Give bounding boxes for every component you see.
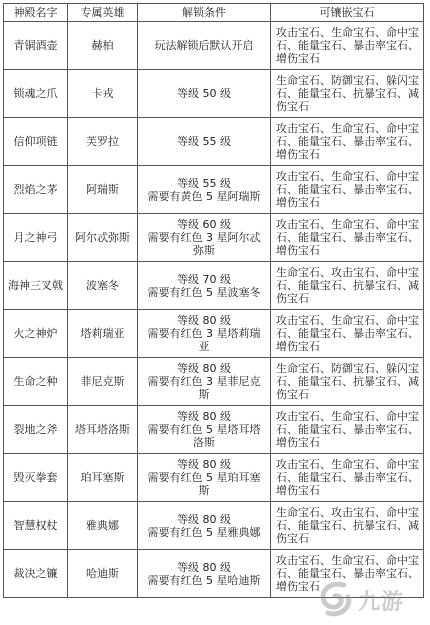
gem-line: 增伤宝石 [276,484,320,497]
condition-line: 斯 [198,484,210,497]
condition-line: 等级 80 级 [177,512,231,526]
header-hero: 专属英雄 [68,4,138,22]
hero-cell: 雅典娜 [68,502,138,550]
unlock-condition-cell [138,310,271,358]
condition-line: 需要有红色 3 星塔莉瑞 [147,327,261,340]
condition-line: 等级 80 级 [177,410,231,423]
temple-name-cell: 烈焰之茅 [4,166,68,214]
gems-cell [271,22,424,70]
gem-line: 石、能量宝石、抗暴宝石、减 [276,375,419,388]
gem-line: 增伤宝石 [276,580,320,593]
table-row [4,214,424,262]
gem-line: 增伤宝石 [276,148,320,161]
table-row [4,118,424,166]
gem-line: 石、能量宝石、暴击率宝石、 [276,327,419,340]
temple-name-cell: 青铜酒壶 [4,22,68,70]
condition-line: 洛斯 [193,436,215,449]
hero-cell: 芙罗拉 [68,118,138,166]
condition-line: 需要有红色 3 星菲尼克 [147,375,261,388]
unlock-condition-cell [138,358,271,406]
condition-line: 等级 70 级 [177,272,231,286]
gems-cell [271,70,424,118]
table-row [4,262,424,310]
gem-line: 攻击宝石、生命宝石、命中宝 [276,554,419,567]
table-row [4,406,424,454]
watermark-text: 九游 [358,590,405,615]
gem-line: 伤宝石 [276,532,309,545]
unlock-condition-cell [138,166,271,214]
hero-cell: 赫柏 [68,22,138,70]
table-row [4,502,424,550]
unlock-condition-cell [138,454,271,502]
gem-line: 伤宝石 [276,292,309,305]
watermark-logo [314,577,424,621]
temple-name-cell: 火之神炉 [4,310,68,358]
hero-cell: 卡戎 [68,70,138,118]
gem-line: 攻击宝石、生命宝石、命中宝 [276,170,419,183]
unlock-condition-cell [138,22,271,70]
condition-line: 需要有红色 5 星珀耳塞 [147,471,261,484]
gem-line: 石、能量宝石、暴击率宝石、 [276,231,419,244]
temple-name-cell: 毁灭拳套 [4,454,68,502]
temple-name-cell: 裁决之镰 [4,550,68,598]
hero-cell: 阿尔忒弥斯 [68,214,138,262]
condition-line: 等级 55 级 [177,176,231,190]
condition-line: 斯 [198,388,210,401]
gem-line: 石、能量宝石、暴击率宝石、 [276,183,419,196]
condition-line: 等级 80 级 [177,560,231,574]
unlock-condition-cell [138,550,271,598]
temple-name-cell: 海神三叉戟 [4,262,68,310]
gem-line: 攻击宝石、生命宝石、命中宝 [276,410,419,423]
condition-line: 需要有红色 5 星哈迪斯 [147,573,261,587]
table-row [4,166,424,214]
temple-name-cell: 信仰项链 [4,118,68,166]
gem-line: 攻击宝石、生命宝石、命中宝 [276,458,419,471]
hero-cell: 塔耳塔洛斯 [68,406,138,454]
temple-name-cell: 生命之种 [4,358,68,406]
hero-cell: 菲尼克斯 [68,358,138,406]
condition-line: 等级 80 级 [177,458,231,471]
gems-cell [271,358,424,406]
condition-line: 等级 80 级 [177,362,231,375]
condition-line: 亚 [198,340,210,353]
gems-cell [271,262,424,310]
table-row [4,70,424,118]
condition-line: 需要有红色 5 星塔耳塔 [147,423,261,436]
condition-line: 需要有红色 5 星雅典娜 [147,525,261,539]
table-row [4,454,424,502]
table-row [4,310,424,358]
unlock-condition-cell [138,406,271,454]
temple-name-cell: 裂地之斧 [4,406,68,454]
condition-line: 等级 80 级 [177,314,231,327]
condition-line: 等级 50 级 [177,87,231,100]
gem-line: 攻击宝石、生命宝石、命中宝 [276,122,419,135]
condition-line: 需要有黄色 5 星阿瑞斯 [147,189,261,203]
table-row [4,22,424,70]
watermark-swirl-icon [314,577,358,621]
gem-line: 石、能量宝石、暴击率宝石、 [276,567,419,580]
condition-line: 需要有红色 5 星波塞冬 [147,285,261,299]
gems-cell [271,310,424,358]
gem-line: 增伤宝石 [276,340,320,353]
hero-cell: 波塞冬 [68,262,138,310]
gem-line: 石、能量宝石、抗暴宝石、减 [276,279,419,292]
gem-line: 生命宝石、攻击宝石、命中宝 [276,506,419,519]
hero-cell: 塔莉瑞亚 [68,310,138,358]
header-gems: 可镶嵌宝石 [271,4,424,22]
header-temple-name: 神殿名字 [4,4,68,22]
condition-line: 需要有红色 3 星阿尔忒 [147,231,261,244]
hero-cell: 珀耳塞斯 [68,454,138,502]
condition-line: 弥斯 [193,244,215,257]
unlock-condition-cell [138,502,271,550]
gem-line: 生命宝石、攻击宝石、命中宝 [276,266,419,279]
header-unlock-condition: 解锁条件 [138,4,271,22]
gems-cell [271,214,424,262]
gem-line: 攻击宝石、生命宝石、命中宝 [276,314,419,327]
header-row [4,4,424,22]
gems-cell [271,454,424,502]
gem-line: 石、能量宝石、抗暴宝石、减 [276,519,419,532]
gems-cell [271,502,424,550]
gem-line: 增伤宝石 [276,436,320,449]
condition-line: 玩法解锁后默认开启 [154,39,254,52]
hero-cell: 哈迪斯 [68,550,138,598]
unlock-condition-cell [138,214,271,262]
gem-line: 攻击宝石、生命宝石、命中宝 [276,26,419,39]
temple-name-cell: 月之神弓 [4,214,68,262]
gem-line: 石、能量宝石、暴击率宝石、 [276,471,419,484]
condition-line: 等级 55 级 [177,135,231,148]
gem-line: 石、能量宝石、暴击率宝石、 [276,39,419,52]
gems-cell [271,166,424,214]
gems-cell [271,118,424,166]
gem-line: 生命宝石、防御宝石、躲闪宝 [276,362,419,375]
gem-line: 增伤宝石 [276,52,320,65]
temple-name-cell: 锁魂之爪 [4,70,68,118]
gem-line: 增伤宝石 [276,244,320,257]
unlock-condition-cell [138,70,271,118]
hero-cell: 阿瑞斯 [68,166,138,214]
gem-line: 石、能量宝石、抗暴宝石、减 [276,87,419,100]
gem-line: 石、能量宝石、暴击率宝石、 [276,423,419,436]
gem-line: 伤宝石 [276,100,309,113]
unlock-condition-cell [138,262,271,310]
table-row [4,358,424,406]
gem-line: 伤宝石 [276,388,309,401]
gem-line: 增伤宝石 [276,196,320,209]
condition-line: 等级 60 级 [177,218,231,231]
temple-name-cell: 智慧权杖 [4,502,68,550]
unlock-condition-cell [138,118,271,166]
gem-line: 生命宝石、防御宝石、躲闪宝 [276,74,419,87]
temple-table [3,3,424,598]
gem-line: 石、能量宝石、暴击率宝石、 [276,135,419,148]
gems-cell [271,406,424,454]
gem-line: 攻击宝石、生命宝石、命中宝 [276,218,419,231]
